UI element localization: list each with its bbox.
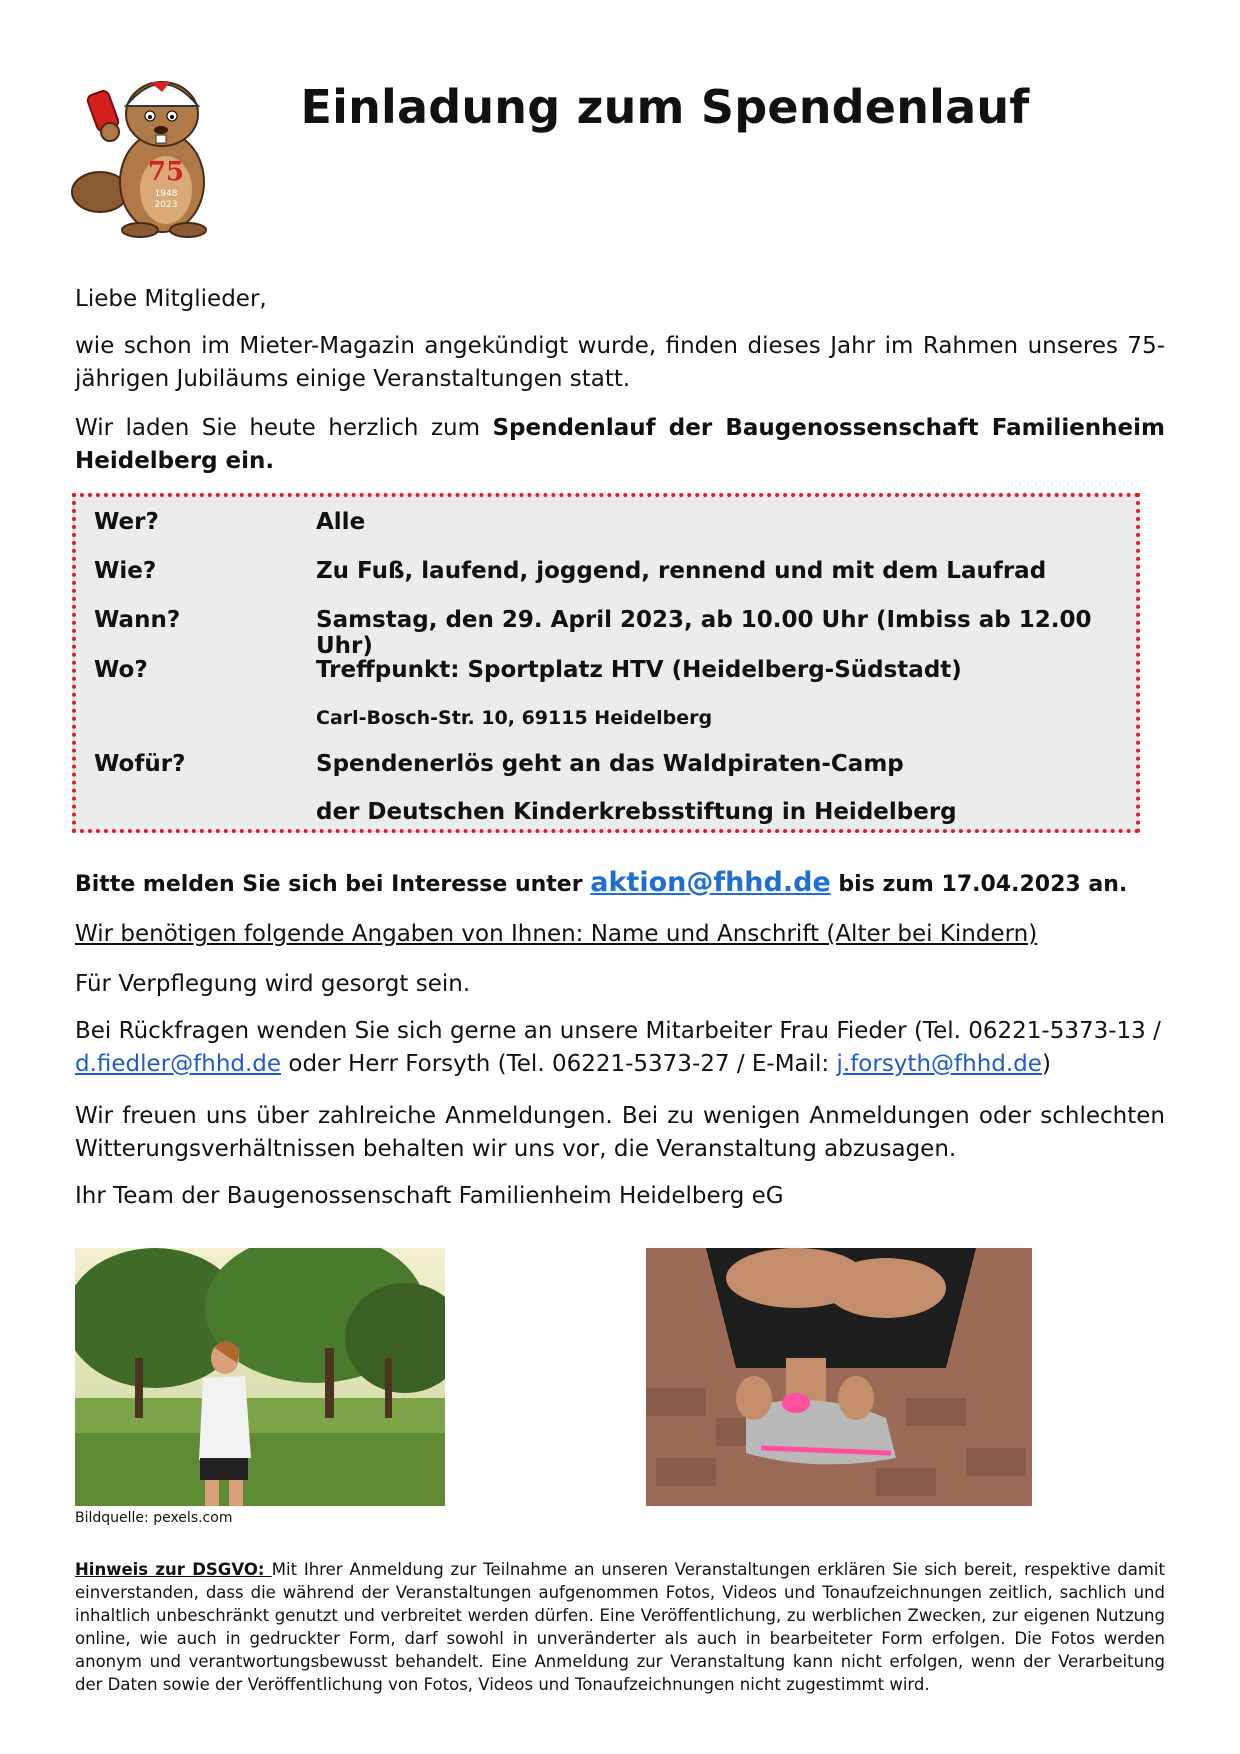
svg-text:1948: 1948 (154, 189, 178, 199)
signature: Ihr Team der Baugenossenschaft Familienheim Heidelberg eG (75, 1183, 784, 1209)
info-value-where: Treffpunkt: Sportplatz HTV (Heidelberg-Südstadt) (316, 657, 962, 683)
contact-text-2: oder Herr Forsyth (Tel. 06221-5373-27 / E-Mail: (281, 1051, 837, 1077)
info-label-when: Wann? (94, 607, 181, 633)
registration-line (75, 866, 1165, 901)
svg-text:2023: 2023 (154, 200, 178, 210)
registration-prefix: Bitte melden Sie sich bei Interesse unter (75, 872, 591, 897)
invitation-bold: Spendenlauf der Baugenossenschaft Familienheim Heidelberg ein. (75, 415, 1165, 474)
privacy-notice (75, 1558, 1165, 1696)
beaver-mascot-logo (70, 62, 230, 240)
info-value-where-address: Carl-Bosch-Str. 10, 69115 Heidelberg (316, 707, 713, 729)
registration-suffix: bis zum 17.04.2023 an. (830, 872, 1128, 897)
greeting: Liebe Mitglieder, (75, 286, 267, 312)
shoelace-photo (646, 1248, 1032, 1506)
privacy-label: Hinweis zur DSGVO: (75, 1560, 272, 1579)
info-label-how: Wie? (94, 558, 157, 584)
closing-paragraph: Wir freuen uns über zahlreiche Anmeldungen. Bei zu wenigen Anmeldungen oder schlechten Witterungsverhältnissen behalten wir uns vor, die Veranstaltung abzusagen. (75, 1103, 1165, 1162)
info-label-where: Wo? (94, 657, 148, 683)
required-info-note: Wir benötigen folgende Angaben von Ihnen: Name und Anschrift (Alter bei Kindern) (75, 921, 1038, 947)
info-label-who: Wer? (94, 509, 159, 535)
registration-email-link[interactable]: aktion@fhhd.de (590, 867, 831, 898)
badge-75-text: 75 (147, 157, 185, 187)
contact-text-3: ) (1041, 1051, 1051, 1077)
info-value-who: Alle (316, 509, 366, 535)
privacy-text: Mit Ihrer Anmeldung zur Teilnahme an unseren Veranstaltungen erklären Sie sich bereit, respektive damit einverstanden, dass die während der Veranstaltungen aufgenommen Fotos, Videos und Tonaufzeichnungen zeitlich, sachlich und inhaltlich unbeschränkt genutzt und verbreitet werden dürfen. Eine Veröffentlichung, zu werblichen Zwecken, zur eigenen Nutzung online, wie auch in gedruckter Form, darf sowohl in unveränderter als auch in bearbeiteter Form erfolgen. Die Fotos werden anonym und verantwortungsbewusst behandelt. Eine Anmeldung zur Veranstaltung kann nicht erfolgen, wenn der Verarbeitung der Daten sowie der Veröffentlichung von Fotos, Videos und Tonaufzeichnungen nicht zugestimmt wird. (75, 1560, 1165, 1694)
contact-paragraph (75, 1015, 1165, 1081)
info-value-purpose: Spendenerlös geht an das Waldpiraten-Camp (316, 751, 904, 777)
intro-paragraph: wie schon im Mieter-Magazin angekündigt wurde, finden dieses Jahr im Rahmen unseres 75-jährigen Jubiläums einige Veranstaltungen statt. (75, 333, 1165, 392)
invitation-prefix: Wir laden Sie heute herzlich zum (75, 415, 493, 441)
runner-park-photo (75, 1248, 445, 1506)
contact-email-fiedler[interactable]: d.fiedler@fhhd.de (75, 1051, 282, 1077)
catering-note: Für Verpflegung wird gesorgt sein. (75, 971, 471, 997)
info-value-how: Zu Fuß, laufend, joggend, rennend und mit dem Laufrad (316, 558, 1047, 584)
event-info-box (72, 493, 1140, 833)
contact-text-1: Bei Rückfragen wenden Sie sich gerne an unsere Mitarbeiter Frau Fieder (Tel. 06221-5373-13 / (75, 1018, 1161, 1044)
info-value-when: Samstag, den 29. April 2023, ab 10.00 Uhr (Imbiss ab 12.00 Uhr) (316, 607, 1092, 659)
info-label-purpose: Wofür? (94, 751, 186, 777)
page-title: Einladung zum Spendenlauf (300, 80, 1030, 134)
photo-credit: Bildquelle: pexels.com (75, 1510, 233, 1526)
info-value-purpose-sub: der Deutschen Kinderkrebsstiftung in Heidelberg (316, 799, 957, 825)
invitation-paragraph (75, 412, 1165, 478)
contact-email-forsyth[interactable]: j.forsyth@fhhd.de (836, 1051, 1042, 1077)
